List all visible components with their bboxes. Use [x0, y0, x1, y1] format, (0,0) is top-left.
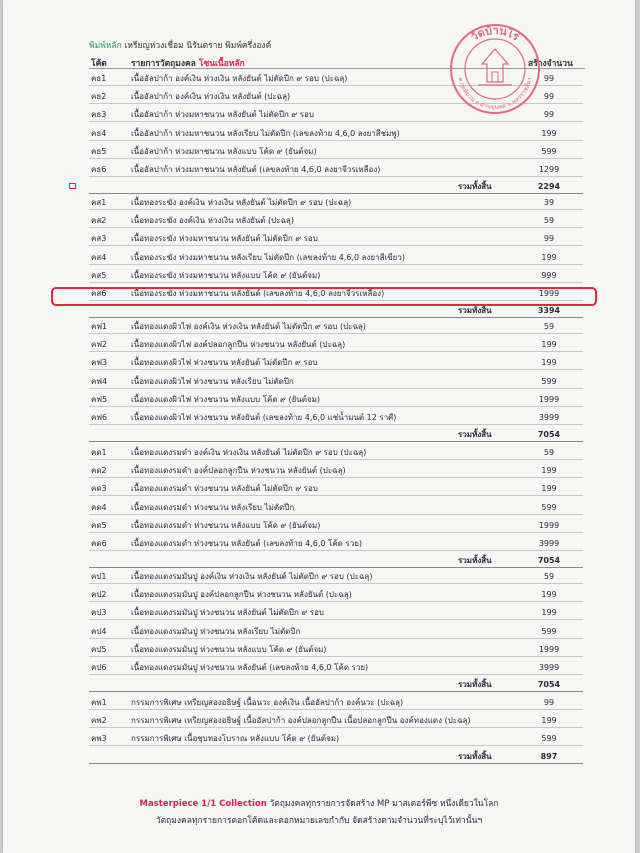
item-qty: 199: [541, 128, 557, 138]
table-row: [3, 625, 635, 639]
marker-dot: [69, 183, 76, 189]
table-row: [3, 251, 635, 265]
row-divider: [89, 601, 583, 602]
total-divider: [89, 441, 583, 442]
item-name: เนื้ออัลปาก้า ห่วงมหาชนวน หลังยันต์ ไม่ตัดปีก ๙ รอบ: [131, 110, 314, 120]
item-qty: 3999: [538, 663, 560, 672]
item-name: เนื้อทองแดงผิวไฟ ห่วงชนวน หลังแบบ โค้ด ๙ (ยันต์จม): [131, 394, 321, 404]
highlight-box: [51, 287, 597, 306]
publisher-label: พิมพ์หลัก: [89, 41, 122, 51]
table-row: [3, 163, 635, 177]
item-qty: 199: [541, 358, 557, 368]
item-qty: 59: [543, 322, 555, 331]
group-total-row: [3, 428, 635, 442]
total-divider: [89, 691, 583, 692]
item-code: คฟ1: [91, 322, 108, 331]
item-name: เนื้อทองระฆัง ห่วงมหาชนวน หลังแบบ โค้ด ๙ (ยันต์จม): [131, 270, 321, 280]
item-qty: 99: [543, 92, 555, 102]
row-divider: [89, 369, 583, 370]
item-code: คส4: [91, 252, 107, 262]
item-name: เนื้อทองแดงรมมันปู ห่วงชนวน หลังยันต์ ไม่ตัดปีก ๙ รอบ: [131, 608, 324, 618]
item-qty: 59: [543, 572, 555, 581]
total-label: รวมทั้งสิ้น: [458, 306, 492, 316]
total-divider: [89, 317, 583, 318]
item-code: คฟ5: [91, 394, 108, 404]
item-qty: 1999: [538, 520, 560, 530]
table-row: [3, 570, 635, 584]
item-qty: 199: [541, 484, 557, 494]
row-divider: [89, 351, 583, 352]
item-code: คด3: [91, 484, 107, 494]
table-row: [3, 696, 635, 710]
total-label: รวมทั้งสิ้น: [458, 680, 492, 690]
column-header-name-label: รายการวัตถุมงคล: [131, 59, 196, 69]
footer-brand: Masterpiece 1/1 Collection: [139, 799, 267, 809]
item-name: เนื้อทองแดงผิวไฟ องค์ปลอกลูกปืน ห่วงชนวน หลังยันต์ (ปะฉลุ): [131, 340, 346, 350]
item-name: กรรมการพิเศษ เนื้อชุบทองโบราณ หลังแบบ โค้ด ๙ (ยันต์จม): [131, 734, 340, 744]
table-row: [3, 214, 635, 228]
item-qty: 999: [541, 270, 557, 280]
item-qty: 199: [541, 466, 557, 476]
row-divider: [89, 121, 583, 122]
table-row: [3, 464, 635, 478]
document-header: [89, 38, 271, 52]
table-row: [3, 393, 635, 407]
row-divider: [89, 477, 583, 478]
row-divider: [89, 140, 583, 141]
row-divider: [89, 514, 583, 515]
item-code: คป6: [91, 663, 107, 672]
total-qty: 7054: [537, 556, 561, 566]
item-name: เนื้อทองระฆัง องค์เงิน ห่วงเงิน หลังยันต์ ไม่ตัดปีก ๙ รอบ (ปะฉลุ): [131, 198, 352, 207]
item-code: คด5: [91, 520, 107, 530]
item-qty: 59: [543, 448, 555, 457]
row-divider: [89, 583, 583, 584]
row-divider: [89, 176, 583, 177]
total-divider: [89, 763, 583, 764]
item-qty: 1999: [538, 289, 560, 298]
row-divider: [89, 209, 583, 210]
column-header-code: โค้ด: [91, 59, 107, 69]
table-row: [3, 606, 635, 620]
item-code: คด6: [91, 539, 107, 548]
document-page: [3, 0, 635, 853]
total-qty: 897: [540, 751, 558, 761]
group-total-row: [3, 678, 635, 692]
item-name: เนื้อทองแดงรมมันปู ห่วงชนวน หลังแบบ โค้ด ๙ (ยันต์จม): [131, 644, 327, 654]
item-name: เนื้อทองแดงรมดำ องค์ปลอกลูกปืน ห่วงชนวน หลังยันต์ (ปะฉลุ): [131, 466, 346, 476]
item-name: เนื้อทองแดงผิวไฟ ห่วงชนวน หลังเรียบ ไม่ตัดปีก: [131, 376, 294, 386]
item-qty: 199: [541, 716, 557, 726]
item-code: คป4: [91, 626, 107, 636]
item-qty: 199: [541, 340, 557, 350]
item-name: เนื้อทองแดงรมมันปู ห่วงชนวน หลังเรียบ ไม่ตัดปีก: [131, 626, 301, 636]
table-row: [3, 588, 635, 602]
item-name: เนื้อทองแดงผิวไฟ ห่วงชนวน หลังยันต์ (เลขลงท้าย 4,6,0 แช่น้ำมนต์ 12 ราศี): [131, 413, 397, 422]
item-name: เนื้อทองระฆัง องค์เงิน ห่วงเงิน หลังยันต์ (ปะฉลุ): [131, 216, 294, 226]
table-row: [3, 232, 635, 246]
table-row: [3, 356, 635, 370]
item-qty: 599: [541, 502, 557, 512]
item-qty: 199: [541, 608, 557, 618]
row-divider: [89, 745, 583, 746]
item-name: เนื้อทองระฆัง ห่วงมหาชนวน หลังยันต์ ไม่ตัดปีก ๙ รอบ: [131, 234, 318, 244]
row-divider: [89, 656, 583, 657]
item-name: เนื้ออัลปาก้า ห่วงมหาชนวน หลังเรียบ ไม่ตัดปีก (เลขลงท้าย 4,6,0 ลงยาสีชมพู): [131, 128, 400, 138]
item-code: คธ3: [91, 110, 107, 120]
row-divider: [89, 674, 583, 675]
item-code: คด1: [91, 448, 107, 457]
item-name: เนื้อทองแดงผิวไฟ ห่วงชนวน หลังยันต์ ไม่ตัดปีก ๙ รอบ: [131, 358, 318, 368]
table-row: [3, 411, 635, 425]
item-code: คธ5: [91, 146, 107, 156]
item-qty: 1999: [538, 644, 560, 654]
column-header-name-suffix: โซนเนื้อหลัก: [198, 59, 245, 69]
table-row: [3, 732, 635, 746]
item-code: คพ1: [91, 698, 107, 707]
table-row: [3, 661, 635, 675]
stamp-bottom-text: ต.กุดพิมาน อ.ด่านขุนทด จ.นครราชสีมา: [456, 76, 534, 112]
table-row: [3, 519, 635, 533]
group-total-row: [3, 750, 635, 764]
item-code: คพ3: [91, 734, 107, 744]
item-qty: 599: [541, 376, 557, 386]
item-name: เนื้อทองแดงรมมันปู องค์ปลอกลูกปืน ห่วงชนวน หลังยันต์ (ปะฉลุ): [131, 590, 352, 600]
row-divider: [89, 388, 583, 389]
item-qty: 599: [541, 734, 557, 744]
group-total-row: [3, 554, 635, 568]
stamp-top-text: วัดบ้านไร่: [468, 23, 522, 44]
item-qty: 3999: [538, 413, 560, 422]
row-divider: [89, 532, 583, 533]
item-qty: 99: [543, 698, 555, 707]
item-name: เนื้อทองแดงรมดำ ห่วงชนวน หลังเรียบ ไม่ตัดปีก: [131, 502, 295, 512]
item-name: เนื้อทองแดงรมดำ ห่วงชนวน หลังแบบ โค้ด ๙ (ยันต์จม): [131, 520, 321, 530]
item-code: คธ1: [91, 74, 107, 83]
item-name: เนื้ออัลปาก้า ห่วงมหาชนวน หลังยันต์ (เลขลงท้าย 4,6,0 ลงยาจีวรเหลือง): [131, 165, 381, 174]
item-code: คฟ2: [91, 340, 108, 350]
row-divider: [89, 158, 583, 159]
table-row: [3, 127, 635, 141]
document-title: เหรียญห่วงเชื่อม นิรันตราย พิมพ์ครึ่งองค์: [124, 41, 272, 51]
table-row: [3, 145, 635, 159]
item-qty: 39: [543, 198, 555, 207]
total-label: รวมทั้งสิ้น: [458, 556, 492, 566]
row-divider: [89, 495, 583, 496]
item-code: คส2: [91, 216, 107, 226]
row-divider: [89, 727, 583, 728]
group-total-row: [3, 304, 635, 318]
item-code: คป2: [91, 590, 107, 600]
total-qty: 3394: [537, 306, 561, 316]
item-code: คพ2: [91, 716, 107, 726]
table-row: [3, 482, 635, 496]
total-qty: 2294: [537, 182, 561, 192]
item-qty: 1299: [538, 165, 560, 174]
total-qty: 7054: [537, 680, 561, 690]
item-qty: 599: [541, 626, 557, 636]
item-name: เนื้ออัลปาก้า องค์เงิน ห่วงเงิน หลังยันต์ ไม่ตัดปีก ๙ รอบ (ปะฉลุ): [131, 74, 348, 83]
row-divider: [89, 282, 583, 283]
item-qty: 199: [541, 590, 557, 600]
item-code: คธ2: [91, 92, 107, 102]
item-name: กรรมการพิเศษ เหรียญสองอธิษฐ์ เนื้ออัลปาก้า องค์ปลอกลูกปืน เนื้อปลอกลูกปืน องค์ทองแดง (ปะฉลุ): [131, 716, 471, 726]
item-name: เนื้อทองระฆัง ห่วงมหาชนวน หลังยันต์ (เลขลงท้าย 4,6,0 ลงยาจีวรเหลือง): [131, 289, 385, 298]
item-code: คฟ4: [91, 376, 108, 386]
item-qty: 99: [543, 74, 555, 83]
item-code: คฟ3: [91, 358, 108, 368]
item-code: คฟ6: [91, 413, 108, 422]
item-name: เนื้ออัลปาก้า ห่วงมหาชนวน หลังแบบ โค้ด ๙ (ยันต์จม): [131, 146, 317, 156]
table-row: [3, 269, 635, 283]
footer-line-1-text: วัตถุมงคลทุกรายการจัดสร้าง MP มาสเตอร์พีซ หนึ่งเดียวในโลก: [269, 799, 499, 809]
table-row: [3, 320, 635, 334]
total-divider: [89, 567, 583, 568]
table-row: [3, 375, 635, 389]
item-code: คป1: [91, 572, 107, 581]
total-label: รวมทั้งสิ้น: [458, 182, 492, 192]
item-name: เนื้ออัลปาก้า องค์เงิน ห่วงเงิน หลังยันต์ (ปะฉลุ): [131, 92, 291, 102]
table-row: [3, 446, 635, 460]
row-divider: [89, 709, 583, 710]
item-qty: 99: [543, 110, 555, 120]
item-name: เนื้อทองแดงรมดำ ห่วงชนวน หลังยันต์ (เลขลงท้าย 4,6,0 โค้ด รวย): [131, 539, 363, 548]
row-divider: [89, 638, 583, 639]
item-qty: 99: [543, 234, 555, 244]
item-qty: 199: [541, 252, 557, 262]
table-row: [3, 196, 635, 210]
total-label: รวมทั้งสิ้น: [458, 751, 492, 761]
row-divider: [89, 227, 583, 228]
table-row: [3, 338, 635, 352]
svg-text:วัดบ้านไร่: [468, 24, 521, 44]
table-row: [3, 643, 635, 657]
item-name: เนื้อทองแดงรมดำ องค์เงิน ห่วงเงิน หลังยันต์ ไม่ตัดปีก ๙ รอบ (ปะฉลุ): [131, 448, 367, 457]
item-name: เนื้อทองแดงรมดำ ห่วงชนวน หลังยันต์ ไม่ตัดปีก ๙ รอบ: [131, 484, 318, 494]
item-code: คด4: [91, 502, 107, 512]
table-row: [3, 537, 635, 551]
row-divider: [89, 264, 583, 265]
item-qty: 599: [541, 146, 557, 156]
table-row: [3, 714, 635, 728]
temple-stamp-icon: [448, 22, 542, 116]
item-name: เนื้อทองแดงรมมันปู ห่วงชนวน หลังยันต์ (เลขลงท้าย 4,6,0 โค้ด รวย): [131, 663, 369, 672]
table-row: [3, 501, 635, 515]
item-code: คป5: [91, 644, 107, 654]
row-divider: [89, 550, 583, 551]
total-divider: [89, 193, 583, 194]
row-divider: [89, 459, 583, 460]
item-qty: 3999: [538, 539, 560, 548]
item-qty: 59: [543, 216, 555, 226]
item-name: เนื้อทองระฆัง ห่วงมหาชนวน หลังเรียบ ไม่ตัดปีก (เลขลงท้าย 4,6,0 ลงยาสีเขียว): [131, 252, 405, 262]
item-code: คด2: [91, 466, 107, 476]
footer-line-2: วัตถุมงคลทุกรายการตอกโค้ดและตอกหมายเลขกำกับ จัดสร้างตามจำนวนที่ระบุไว้เท่านั้นฯ: [155, 816, 483, 826]
total-qty: 7054: [537, 430, 561, 440]
item-name: กรรมการพิเศษ เหรียญสองอธิษฐ์ เนื้อนวะ องค์เงิน เนื้ออัลปาก้า องค์นวะ (ปะฉลุ): [131, 698, 404, 707]
item-code: คส1: [91, 198, 107, 207]
item-code: คธ6: [91, 165, 107, 174]
row-divider: [89, 333, 583, 334]
row-divider: [89, 619, 583, 620]
item-name: เนื้อทองแดงรมมันปู องค์เงิน ห่วงเงิน หลังยันต์ ไม่ตัดปีก ๙ รอบ (ปะฉลุ): [131, 572, 373, 581]
item-name: เนื้อทองแดงผิวไฟ องค์เงิน ห่วงเงิน หลังยันต์ ไม่ตัดปีก ๙ รอบ (ปะฉลุ): [131, 322, 366, 331]
item-code: คส3: [91, 234, 107, 244]
row-divider: [89, 406, 583, 407]
item-code: คส6: [91, 289, 107, 298]
item-code: คส5: [91, 270, 107, 280]
total-label: รวมทั้งสิ้น: [458, 430, 492, 440]
row-divider: [89, 424, 583, 425]
row-divider: [89, 245, 583, 246]
footer-line-1: [3, 796, 635, 810]
item-code: คธ4: [91, 128, 107, 138]
group-total-row: [3, 180, 635, 194]
column-header-qty: สร้างจำนวน: [528, 59, 573, 69]
item-code: คป3: [91, 608, 107, 618]
item-qty: 1999: [538, 394, 560, 404]
